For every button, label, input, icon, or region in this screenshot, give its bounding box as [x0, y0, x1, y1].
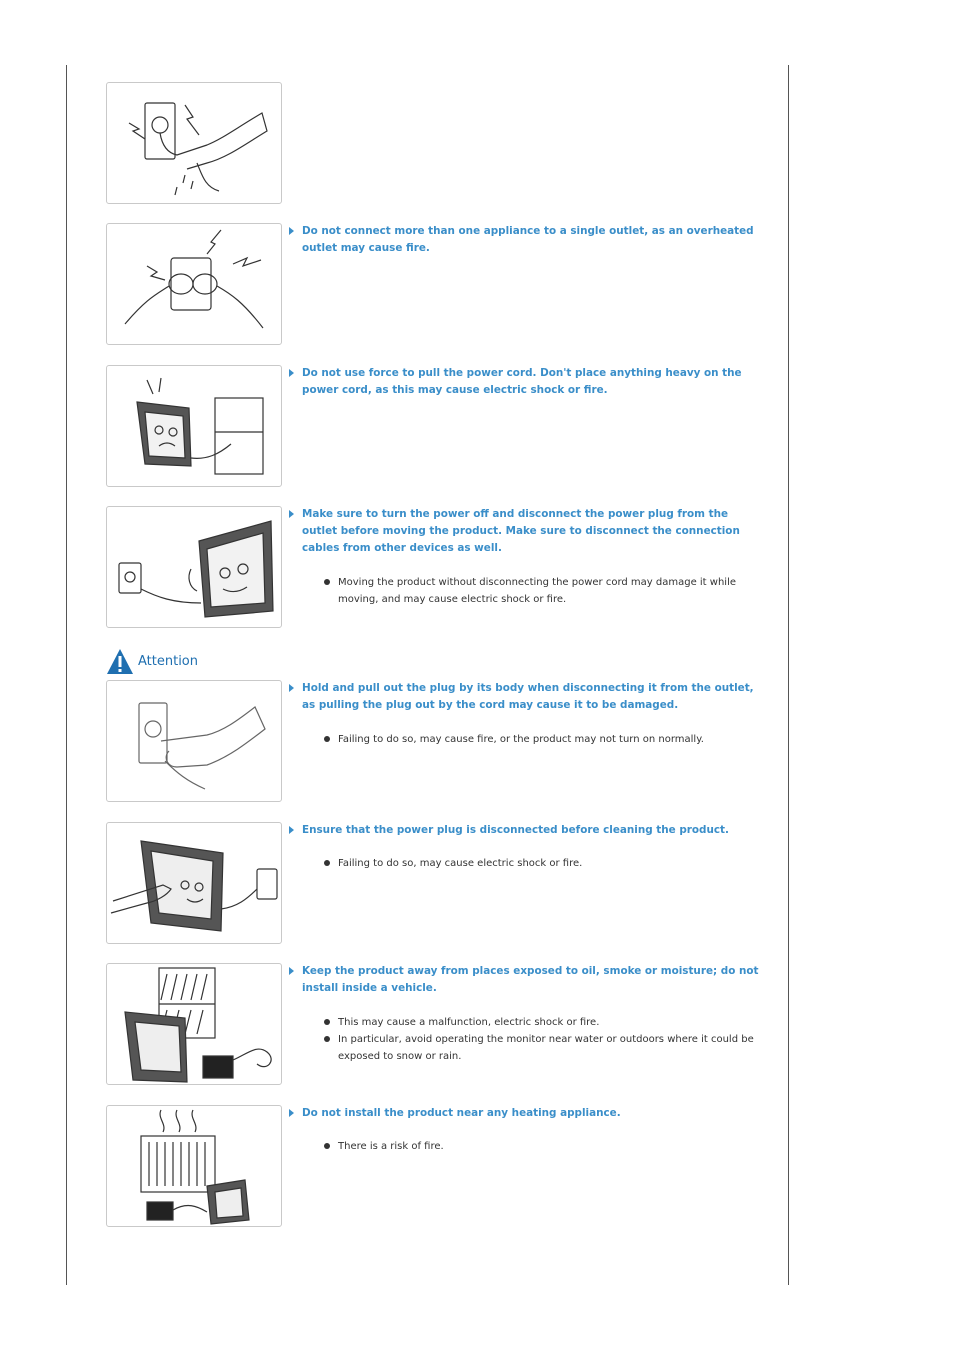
bullet-arrow-icon [289, 510, 294, 518]
monitor-pulling-power-cord-illustration [106, 365, 282, 487]
item-3-heading: Make sure to turn the power off and disconnect the power plug from the outlet before moving the product. Make sure to disconnect the connection cables from other devices as well. [289, 506, 759, 557]
bullet-arrow-icon [289, 684, 294, 692]
safety-item-2 [106, 365, 766, 487]
left-margin-rule [66, 65, 67, 1285]
item-7-heading: Do not install the product near any heating appliance. [289, 1105, 759, 1122]
safety-item-3 [106, 506, 766, 656]
hand-pulling-plug-body-illustration [106, 680, 282, 802]
list-item: This may cause a malfunction, electric shock or fire. [324, 1014, 754, 1031]
right-margin-rule [788, 65, 789, 1285]
item-5-bullets [324, 855, 754, 872]
item-3-bullets [324, 574, 754, 608]
list-item: Failing to do so, may cause electric shock or fire. [324, 855, 754, 872]
item-1-heading: Do not connect more than one appliance to a single outlet, as an overheated outlet may cause fire. [289, 223, 759, 257]
item-4-heading: Hold and pull out the plug by its body when disconnecting it from the outlet, as pulling the plug out by the cord may cause it to be damaged. [289, 680, 759, 714]
list-item: Moving the product without disconnecting the power cord may damage it while moving, and may cause electric shock or fire. [324, 574, 754, 608]
plug-with-wet-hand-illustration [106, 82, 282, 204]
safety-item-4 [106, 680, 766, 802]
bullet-arrow-icon [289, 826, 294, 834]
bullet-arrow-icon [289, 967, 294, 975]
item-6-heading: Keep the product away from places exposed to oil, smoke or moisture; do not install inside a vehicle. [289, 963, 759, 997]
attention-label: Attention [138, 654, 198, 669]
monitor-near-rainy-window-illustration [106, 963, 282, 1085]
list-item: Failing to do so, may cause fire, or the product may not turn on normally. [324, 731, 754, 748]
bullet-arrow-icon [289, 227, 294, 235]
safety-item-6 [106, 963, 766, 1085]
item-2-heading: Do not use force to pull the power cord. Don't place anything heavy on the power cord, as this may cause electric shock or fire. [289, 365, 759, 399]
item-4-bullets [324, 731, 754, 748]
list-item: In particular, avoid operating the monitor near water or outdoors where it could be exposed to snow or rain. [324, 1031, 754, 1065]
safety-item-1 [106, 223, 766, 345]
cleaning-monitor-unplugged-illustration [106, 822, 282, 944]
safety-item-5 [106, 822, 766, 944]
monitor-near-heater-illustration [106, 1105, 282, 1227]
safety-item-0 [106, 82, 766, 204]
warning-triangle-icon [106, 648, 134, 676]
attention-header [106, 648, 226, 676]
monitor-unplugged-before-moving-illustration [106, 506, 282, 628]
bullet-arrow-icon [289, 1109, 294, 1117]
item-5-heading: Ensure that the power plug is disconnected before cleaning the product. [289, 822, 759, 839]
bullet-arrow-icon [289, 369, 294, 377]
multiple-plugs-in-outlet-illustration [106, 223, 282, 345]
item-6-bullets [324, 1014, 754, 1065]
item-7-bullets [324, 1138, 754, 1155]
safety-item-7 [106, 1105, 766, 1227]
list-item: There is a risk of fire. [324, 1138, 754, 1155]
